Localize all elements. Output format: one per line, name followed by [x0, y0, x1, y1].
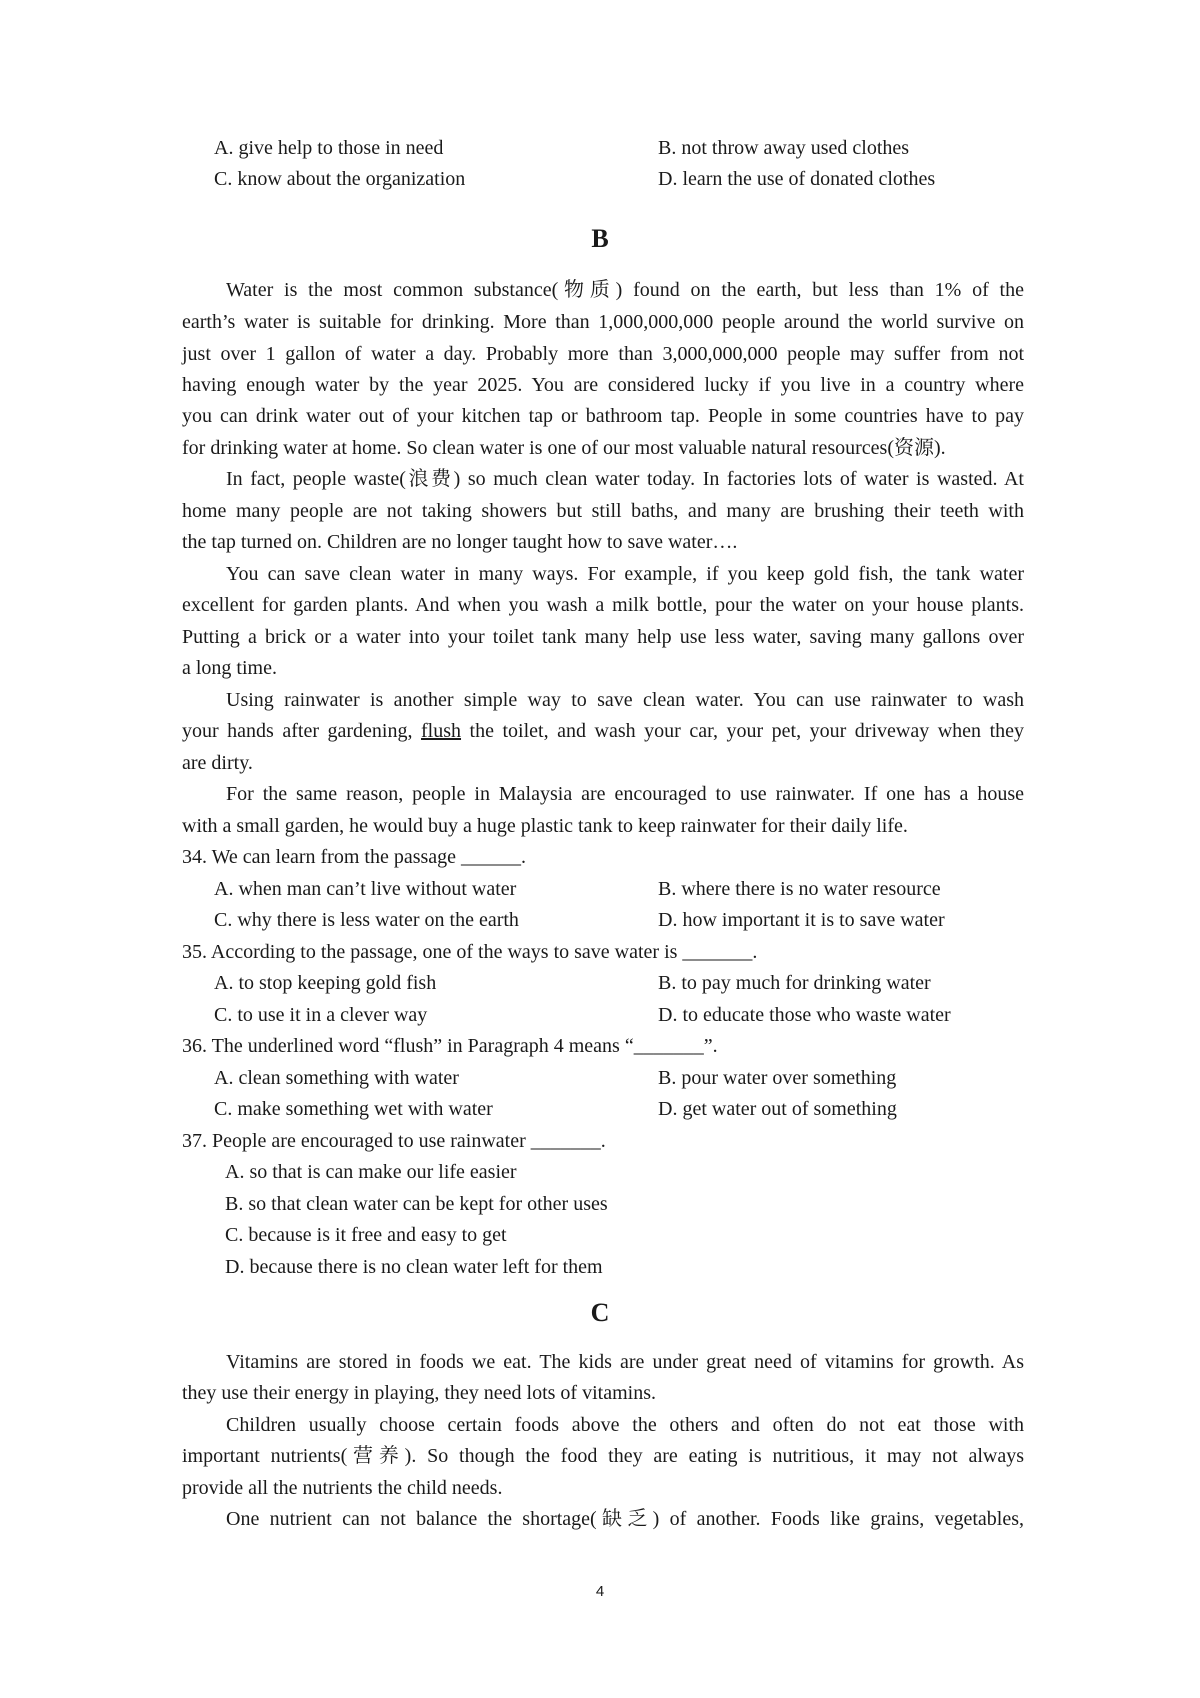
question-36-option-a: A. clean something with water	[214, 1067, 459, 1089]
question-34-option-c: C. why there is less water on the earth	[214, 909, 519, 931]
passage-c-p1-line: Vitamins are stored in foods we eat. The kids are under great need of vitamins for growth. As	[226, 1351, 1024, 1373]
passage-b-p4-line	[182, 715, 1024, 747]
question-36-stem: 36. The underlined word “flush” in Paragraph 4 means “_______”.	[182, 1035, 718, 1057]
question-37-option-c: C. because is it free and easy to get	[225, 1224, 507, 1246]
passage-b-p2-line: In fact, people waste(浪费) so much clean water today. In factories lots of water is wasted. At	[226, 468, 1024, 490]
prev-option-c: C. know about the organization	[214, 168, 466, 190]
question-34-option-b: B. where there is no water resource	[658, 878, 941, 900]
prev-option-a: A. give help to those in need	[214, 137, 444, 159]
passage-c-p2-line: important nutrients(营养). So though the food they are eating is nutritious, it may not always	[182, 1445, 1024, 1467]
question-34-stem: 34. We can learn from the passage ______.	[182, 846, 527, 868]
passage-b-p1-line: just over 1 gallon of water a day. Probably more than 3,000,000,000 people may suffer from not	[182, 343, 1024, 365]
passage-c-p2-line: provide all the nutrients the child needs.	[182, 1477, 503, 1499]
passage-b-p3-line: excellent for garden plants. And when you wash a milk bottle, pour the water on your house plants.	[182, 594, 1024, 616]
question-34-option-a: A. when man can’t live without water	[214, 878, 517, 900]
p4-text-before: your hands after gardening,	[182, 720, 422, 742]
p4-text-after: the toilet, and wash your car, your pet, your driveway when they	[461, 720, 1024, 742]
question-37-option-b: B. so that clean water can be kept for other uses	[225, 1193, 608, 1215]
question-37-stem: 37. People are encouraged to use rainwater _______.	[182, 1130, 606, 1152]
passage-b-p1-line: earth’s water is suitable for drinking. More than 1,000,000,000 people around the world survive on	[182, 311, 1024, 333]
passage-b-p1-line: Water is the most common substance(物质) found on the earth, but less than 1% of the	[226, 279, 1024, 301]
section-b-heading: B	[591, 224, 609, 253]
question-36-option-b: B. pour water over something	[658, 1067, 897, 1089]
section-c-heading: C	[590, 1298, 610, 1327]
question-35-option-c: C. to use it in a clever way	[214, 1004, 428, 1026]
passage-c-p3-line: One nutrient can not balance the shortage(缺乏) of another. Foods like grains, vegetables,	[226, 1508, 1024, 1530]
passage-b-p3-line: a long time.	[182, 657, 277, 679]
question-36-option-d: D. get water out of something	[658, 1098, 897, 1120]
question-35-option-b: B. to pay much for drinking water	[658, 972, 931, 994]
prev-option-d: D. learn the use of donated clothes	[658, 168, 936, 190]
question-34-option-d: D. how important it is to save water	[658, 909, 945, 931]
passage-b-p4-line: are dirty.	[182, 752, 253, 774]
passage-b-p1-line: for drinking water at home. So clean water is one of our most valuable natural resources(资源).	[182, 437, 946, 459]
passage-b-p2-line: the tap turned on. Children are no longer taught how to save water….	[182, 531, 738, 553]
question-35-stem: 35. According to the passage, one of the ways to save water is _______.	[182, 941, 758, 963]
prev-option-b: B. not throw away used clothes	[658, 137, 910, 159]
question-35-option-d: D. to educate those who waste water	[658, 1004, 951, 1026]
passage-b-p4-line: Using rainwater is another simple way to save clean water. You can use rainwater to wash	[226, 689, 1024, 711]
question-35-option-a: A. to stop keeping gold fish	[214, 972, 437, 994]
passage-c-p2-line: Children usually choose certain foods above the others and often do not eat those with	[226, 1414, 1024, 1436]
passage-c-p1-line: they use their energy in playing, they need lots of vitamins.	[182, 1382, 656, 1404]
passage-b-p2-line: home many people are not taking showers but still baths, and many are brushing their teeth with	[182, 500, 1024, 522]
passage-b-p1-line: you can drink water out of your kitchen tap or bathroom tap. People in some countries have to pay	[182, 405, 1024, 427]
question-36-option-c: C. make something wet with water	[214, 1098, 493, 1120]
page-number: 4	[595, 1583, 605, 1600]
passage-b-p5-line: with a small garden, he would buy a huge plastic tank to keep rainwater for their daily life.	[182, 815, 908, 837]
passage-b-p1-line: having enough water by the year 2025. You are considered lucky if you live in a country where	[182, 374, 1024, 396]
passage-b-p5-line: For the same reason, people in Malaysia are encouraged to use rainwater. If one has a house	[226, 783, 1024, 805]
question-37-option-d: D. because there is no clean water left for them	[225, 1256, 603, 1278]
question-37-option-a: A. so that is can make our life easier	[225, 1161, 517, 1183]
passage-b-p3-line: You can save clean water in many ways. For example, if you keep gold fish, the tank water	[226, 563, 1024, 585]
passage-b-p3-line: Putting a brick or a water into your toilet tank many help use less water, saving many gallons over	[182, 626, 1024, 648]
underlined-word-flush: flush	[421, 720, 462, 742]
